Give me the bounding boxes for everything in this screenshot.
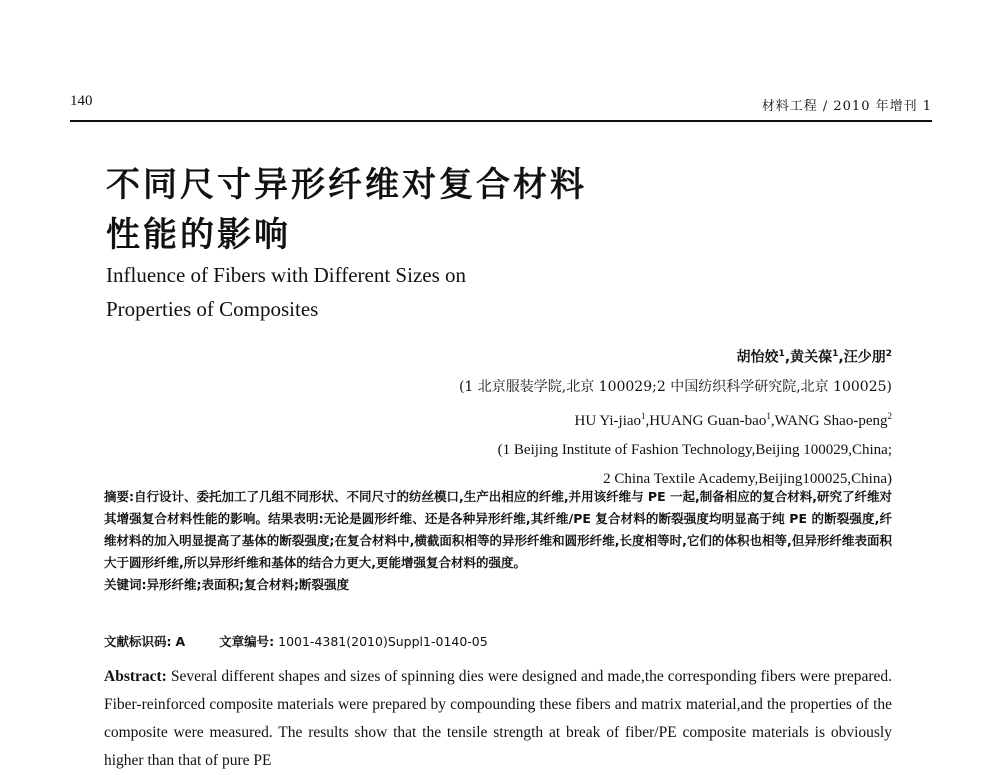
abstract-english-text: Several different shapes and sizes of spinning dies were designed and made,the corresponding fibers were prepared. Fiber-reinforced composite materials were prepared by compounding these fibers and matrix material,and the properties of the composite were measured. The results show that the tensile strength at break of fiber/PE composite materials is obviously higher than that of pure PE xyxy=(104,668,893,769)
authors-block xyxy=(459,340,892,494)
author-affiliation-mark: 1 xyxy=(778,349,785,359)
doc-code-value: A xyxy=(175,634,186,649)
affiliation-english-line-1: (1 Beijing Institute of Fashion Technology,Beijing 100029,China; xyxy=(497,441,892,458)
title-english xyxy=(106,258,466,326)
authors-chinese: 胡怡姣$^1$,黄关葆$^1$,汪少朋$^2$ xyxy=(736,349,892,366)
abstract-english xyxy=(104,663,892,775)
author-name: 汪少朋 xyxy=(843,349,886,366)
author-name: HU Yi-jiao xyxy=(574,412,642,429)
author-affiliation-mark: 2 xyxy=(887,410,892,421)
author-affiliation-mark: 1 xyxy=(832,349,839,359)
journal-header: 材料工程 / 2010 年增刊 1 xyxy=(761,99,932,114)
title-english-line-2: Properties of Composites xyxy=(106,297,319,321)
abstract-chinese-text: 自行设计、委托加工了几组不同形状、不同尺寸的纺丝模口,生产出相应的纤维,并用该纤维与 PE 一起,制备相应的复合材料,研究了纤维对其增强复合材料性能的影响。结果表明:无论是圆形纤维、还是各种异形纤维,其纤维/PE 复合材料的断裂强度均明显高于纯 PE 的断裂强度,纤维材料的加入明显提高了基体的断裂强度;在复合材料中,横截面积相等的异形纤维和圆形纤维,长度相等时,它们的体积也相等,但异形纤维表面积大于圆形纤维,所以异形纤维和基体的结合力更大,更能增强复合材料的强度。 xyxy=(104,489,893,570)
doc-code-label: 文献标识码: xyxy=(104,634,172,649)
author-affiliation-mark: 2 xyxy=(885,349,892,359)
author-name: 胡怡姣 xyxy=(736,349,779,366)
article-number-value: 1001-4381(2010)Suppl1-0140-05 xyxy=(278,634,488,649)
author-affiliation-mark: 1 xyxy=(641,410,646,421)
page-number: 140 xyxy=(70,93,93,109)
title-chinese xyxy=(106,160,587,260)
author-name: HUANG Guan-bao xyxy=(649,412,767,429)
affiliation-chinese: (1 北京服装学院,北京 100029;2 中国纺织科学研究院,北京 100025) xyxy=(458,378,892,395)
affiliation-english-line-2: 2 China Textile Academy,Beijing100025,China) xyxy=(603,470,892,487)
abstract-chinese xyxy=(104,486,892,596)
title-chinese-line-2: 性能的影响 xyxy=(106,215,291,255)
keywords-text: 异形纤维;表面积;复合材料;断裂强度 xyxy=(146,577,349,592)
article-number-label: 文章编号: xyxy=(219,634,275,649)
abstract-english-label: Abstract: xyxy=(104,668,167,685)
title-chinese-line-1: 不同尺寸异形纤维对复合材料 xyxy=(106,165,587,205)
document-ids xyxy=(104,632,488,650)
author-name: 黄关葆 xyxy=(790,349,833,366)
author-name: WANG Shao-peng xyxy=(774,412,888,429)
authors-english: HU Yi-jiao$^1$,HUANG Guan-bao$^1$,WANG Shao-peng$^2$ xyxy=(574,410,892,429)
header-rule xyxy=(70,120,932,122)
abstract-chinese-label: 摘要: xyxy=(104,489,135,504)
keywords-line xyxy=(104,574,892,596)
author-affiliation-mark: 1 xyxy=(766,410,771,421)
title-english-line-1: Influence of Fibers with Different Sizes on xyxy=(106,263,467,287)
keywords-label: 关键词: xyxy=(104,577,147,592)
